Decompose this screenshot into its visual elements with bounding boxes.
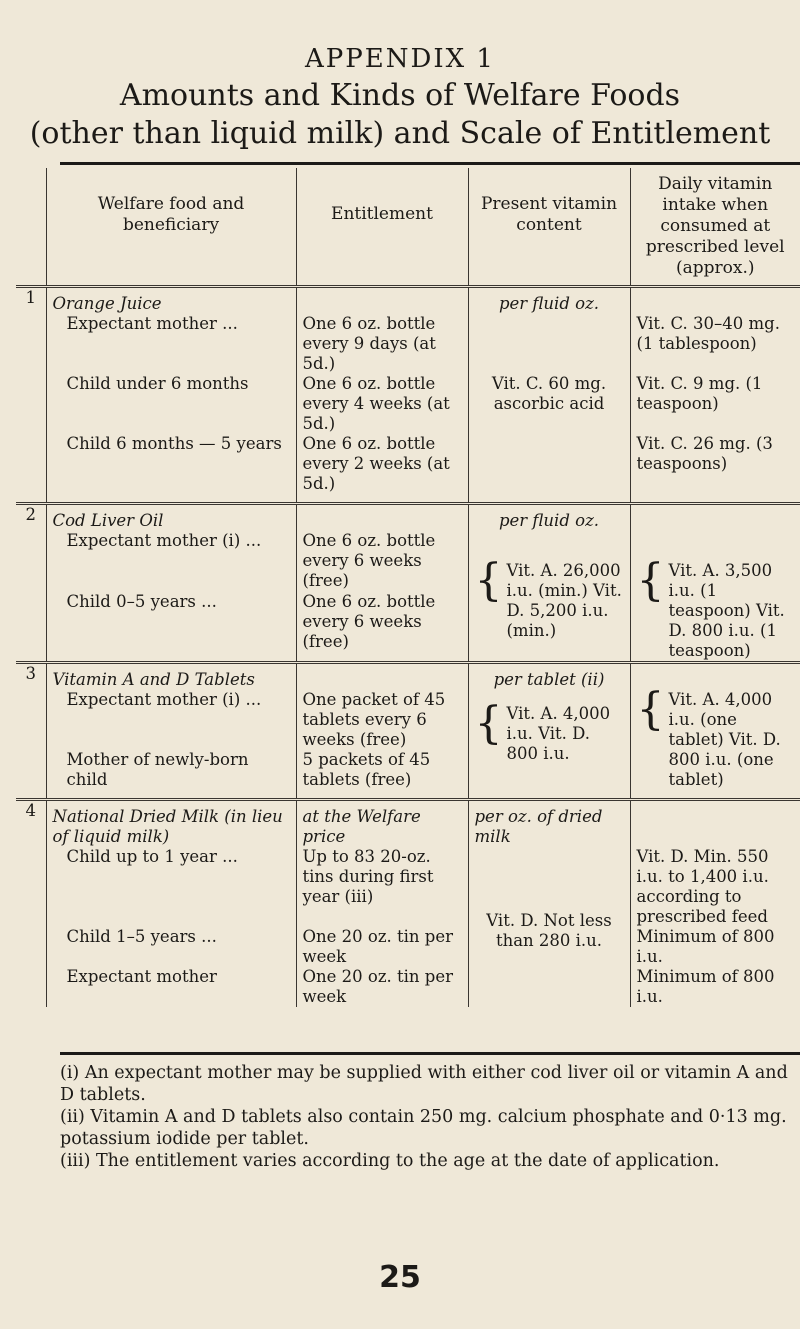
brace-icon: { bbox=[474, 698, 503, 749]
section-name: Orange Juice bbox=[46, 287, 296, 315]
section-number: 1 bbox=[16, 287, 46, 315]
section-entitlement-note: at the Welfare price bbox=[296, 800, 468, 848]
section-name: Vitamin A and D Tablets bbox=[46, 663, 296, 691]
beneficiary-cell: Child 1–5 years ... bbox=[46, 927, 296, 967]
daily-intake-cell: { Vit. A. 3,500 i.u. (1 teaspoon) Vit. D. 800 i.u. (1 teaspoon) bbox=[630, 531, 800, 663]
section-unit: per fluid oz. bbox=[468, 287, 630, 315]
entitlement-cell: One 6 oz. bottle every 6 weeks (free) bbox=[296, 592, 468, 663]
entitlement-cell: One 20 oz. tin per week bbox=[296, 967, 468, 1007]
daily-intake-cell: Minimum of 800 i.u. bbox=[630, 927, 800, 967]
table-row bbox=[16, 314, 800, 374]
section-number: 2 bbox=[16, 504, 46, 532]
daily-intake-cell: { Vit. A. 4,000 i.u. (one tablet) Vit. D. 800 i.u. (one tablet) bbox=[630, 690, 800, 800]
daily-intake-cell: Vit. C. 26 mg. (3 teaspoons) bbox=[630, 434, 800, 504]
brace-icon: { bbox=[636, 684, 665, 735]
section-name: National Dried Milk (in lieu of liquid milk) bbox=[46, 800, 296, 848]
brace-icon: { bbox=[636, 555, 665, 606]
table-row bbox=[16, 531, 800, 592]
entitlement-cell: 5 packets of 45 tablets (free) bbox=[296, 750, 468, 800]
appendix-heading: APPENDIX 1 bbox=[305, 44, 495, 74]
vitamin-content-cell: { Vit. A. 4,000 i.u. Vit. D. 800 i.u. bbox=[468, 690, 630, 800]
section-number: 4 bbox=[16, 800, 46, 848]
section-vitamin-tablets bbox=[16, 663, 800, 691]
beneficiary-cell: Expectant mother bbox=[46, 967, 296, 1007]
footnote-1: (i) An expectant mother may be supplied with either cod liver oil or vitamin A and D tablets. bbox=[60, 1063, 788, 1105]
section-unit: per oz. of dried milk bbox=[468, 800, 630, 848]
section-cod-liver-oil bbox=[16, 504, 800, 532]
vitamin-content-cell: { Vit. A. 26,000 i.u. (min.) Vit. D. 5,200 i.u. (min.) bbox=[468, 531, 630, 663]
header-number bbox=[16, 168, 46, 287]
vitamin-content-cell: Vit. C. 60 mg. ascorbic acid bbox=[468, 374, 630, 434]
entitlement-cell: One 20 oz. tin per week bbox=[296, 927, 468, 967]
daily-intake-cell: Vit. C. 30–40 mg. (1 tablespoon) bbox=[630, 314, 800, 374]
beneficiary-cell: Child under 6 months bbox=[46, 374, 296, 434]
table-row bbox=[16, 374, 800, 434]
table-header-row bbox=[16, 168, 800, 287]
entitlement-cell: One 6 oz. bottle every 2 weeks (at 5d.) bbox=[296, 434, 468, 504]
footnotes bbox=[60, 1062, 800, 1172]
daily-intake-cell: Vit. D. Min. 550 i.u. to 1,400 i.u. according to prescribed feed bbox=[630, 847, 800, 927]
header-beneficiary: Welfare food and beneficiary bbox=[46, 168, 296, 287]
daily-intake-cell: Vit. C. 9 mg. (1 teaspoon) bbox=[630, 374, 800, 434]
beneficiary-cell: Child up to 1 year ... bbox=[46, 847, 296, 927]
header-daily-intake: Daily vitamin intake when consumed at prescribed level (approx.) bbox=[630, 168, 800, 287]
section-unit: per tablet (ii) bbox=[468, 663, 630, 691]
top-rule bbox=[60, 162, 800, 165]
bottom-rule bbox=[60, 1052, 800, 1055]
entitlement-cell: One 6 oz. bottle every 9 days (at 5d.) bbox=[296, 314, 468, 374]
section-dried-milk bbox=[16, 800, 800, 848]
footnote-3: (iii) The entitlement varies according to the age at the date of application. bbox=[60, 1151, 720, 1171]
beneficiary-cell: Child 6 months — 5 years bbox=[46, 434, 296, 504]
section-number: 3 bbox=[16, 663, 46, 691]
entitlement-cell: One 6 oz. bottle every 6 weeks (free) bbox=[296, 531, 468, 592]
table-row bbox=[16, 967, 800, 1007]
footnote-2: (ii) Vitamin A and D tablets also contain 250 mg. calcium phosphate and 0·13 mg. potassium iodide per tablet. bbox=[60, 1107, 787, 1149]
beneficiary-cell: Child 0–5 years ... bbox=[46, 592, 296, 663]
header-entitlement: Entitlement bbox=[296, 168, 468, 287]
section-orange-juice bbox=[16, 287, 800, 315]
entitlement-cell: One 6 oz. bottle every 4 weeks (at 5d.) bbox=[296, 374, 468, 434]
beneficiary-cell: Expectant mother (i) ... bbox=[46, 690, 296, 750]
table-row bbox=[16, 690, 800, 750]
table-row bbox=[16, 434, 800, 504]
entitlement-cell: Up to 83 20-oz. tins during first year (iii) bbox=[296, 847, 468, 927]
entitlement-cell: One packet of 45 tablets every 6 weeks (free) bbox=[296, 690, 468, 750]
vitamin-content-cell: Vit. D. Not less than 280 i.u. bbox=[468, 847, 630, 1007]
section-unit: per fluid oz. bbox=[468, 504, 630, 532]
beneficiary-cell: Expectant mother ... bbox=[46, 314, 296, 374]
page-number: 25 bbox=[379, 1260, 421, 1295]
page-title-line-2: (other than liquid milk) and Scale of Entitlement bbox=[29, 116, 771, 151]
header-vitamin-content: Present vitamin content bbox=[468, 168, 630, 287]
page-title-line-1: Amounts and Kinds of Welfare Foods bbox=[119, 78, 681, 113]
section-name: Cod Liver Oil bbox=[46, 504, 296, 532]
welfare-foods-table bbox=[16, 168, 800, 1007]
beneficiary-cell: Expectant mother (i) ... bbox=[46, 531, 296, 592]
table-row bbox=[16, 847, 800, 927]
daily-intake-cell: Minimum of 800 i.u. bbox=[630, 967, 800, 1007]
table-row bbox=[16, 927, 800, 967]
beneficiary-cell: Mother of newly-born child bbox=[46, 750, 296, 800]
brace-icon: { bbox=[474, 555, 503, 606]
